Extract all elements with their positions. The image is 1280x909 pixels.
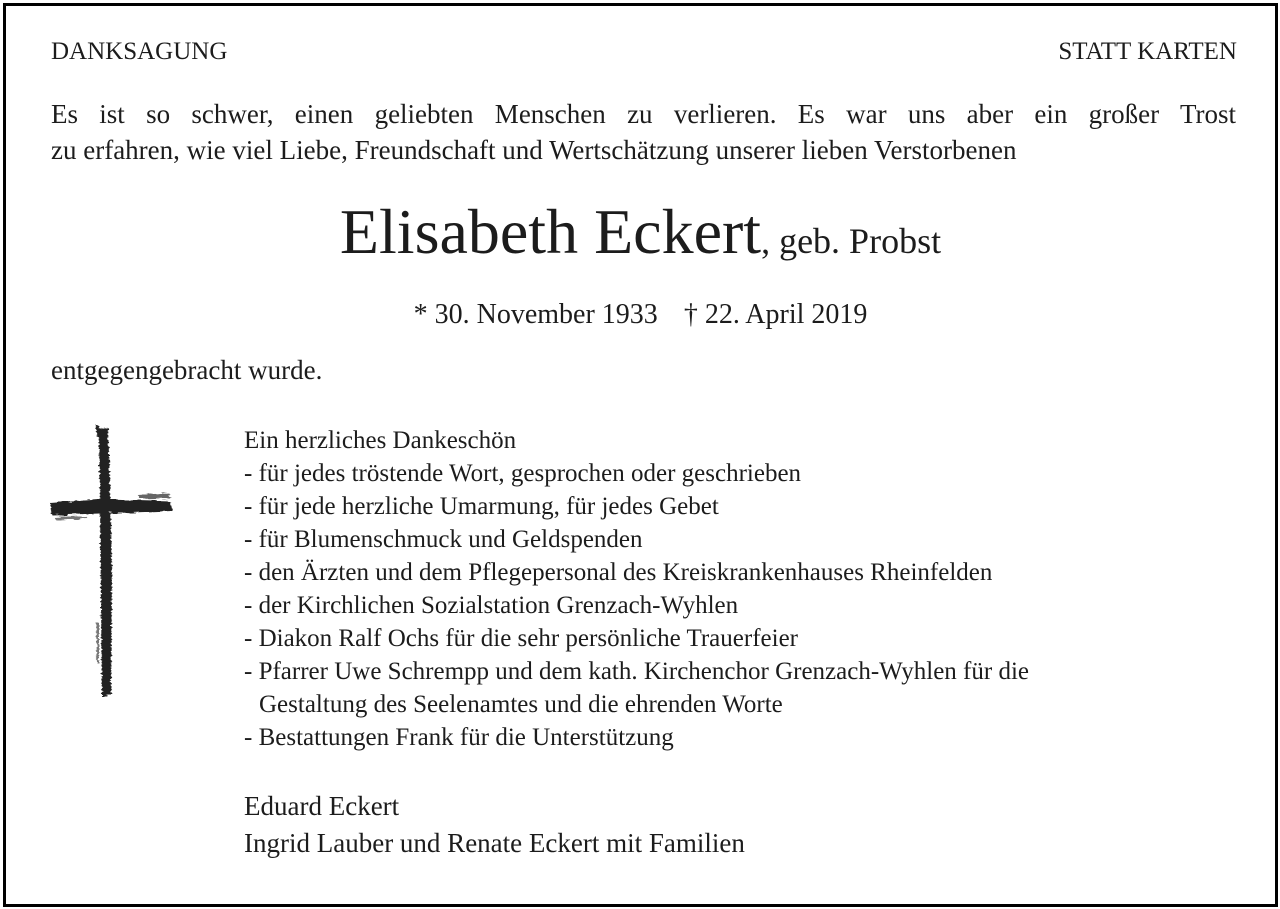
thanks-item: - für Blumenschmuck und Geldspenden [244,526,643,553]
death-date: † 22. April 2019 [683,299,868,330]
thanks-item: - der Kirchlichen Sozialstation Grenzach-Wyhlen [244,592,739,619]
thanks-item: - für jede herzliche Umarmung, für jedes Gebet [244,493,719,520]
thanks-item: - Pfarrer Uwe Schrempp und dem kath. Kirchenchor Grenzach-Wyhlen für die [244,658,1029,685]
signature-line-1: Eduard Eckert [244,791,400,821]
thanks-heading: Ein herzliches Dankeschön [244,427,517,454]
header-title: DANKSAGUNG [51,38,228,65]
thanks-item: - den Ärzten und dem Pflegepersonal des Kreiskrankenhauses Rheinfelden [244,559,993,586]
cross-icon [46,423,176,708]
intro-line-2: zu erfahren, wie viel Liebe, Freundschaft und Wertschätzung unserer lieben Verstorbenen [51,135,1017,165]
signature [244,788,745,862]
header-note: STATT KARTEN [1058,38,1237,65]
deceased-name: Elisabeth Eckert [339,196,762,267]
intro-text [51,96,1236,168]
birth-date: * 30. November 1933 [413,299,658,330]
deceased-maiden-name: , geb. Probst [761,221,942,261]
thanks-item: - für jedes tröstende Wort, gesprochen oder geschrieben [244,460,802,487]
thanks-item: - Diakon Ralf Ochs für die sehr persönliche Trauerfeier [244,625,798,652]
thanks-item: - Bestattungen Frank für die Unterstützung [244,724,674,751]
thanks-item-continuation: Gestaltung des Seelenamtes und die ehrenden Worte [259,691,783,718]
intro-line-1: Es ist so schwer, einen geliebten Menschen zu verlieren. Es war uns aber ein großer Trost [51,99,1236,129]
life-dates [6,295,1275,335]
deceased-name-line [6,192,1275,272]
obituary-card [3,3,1278,907]
signature-line-2: Ingrid Lauber und Renate Eckert mit Familien [244,828,745,858]
thanks-list [244,424,1029,754]
intro-continuation: entgegengebracht wurde. [51,355,323,385]
